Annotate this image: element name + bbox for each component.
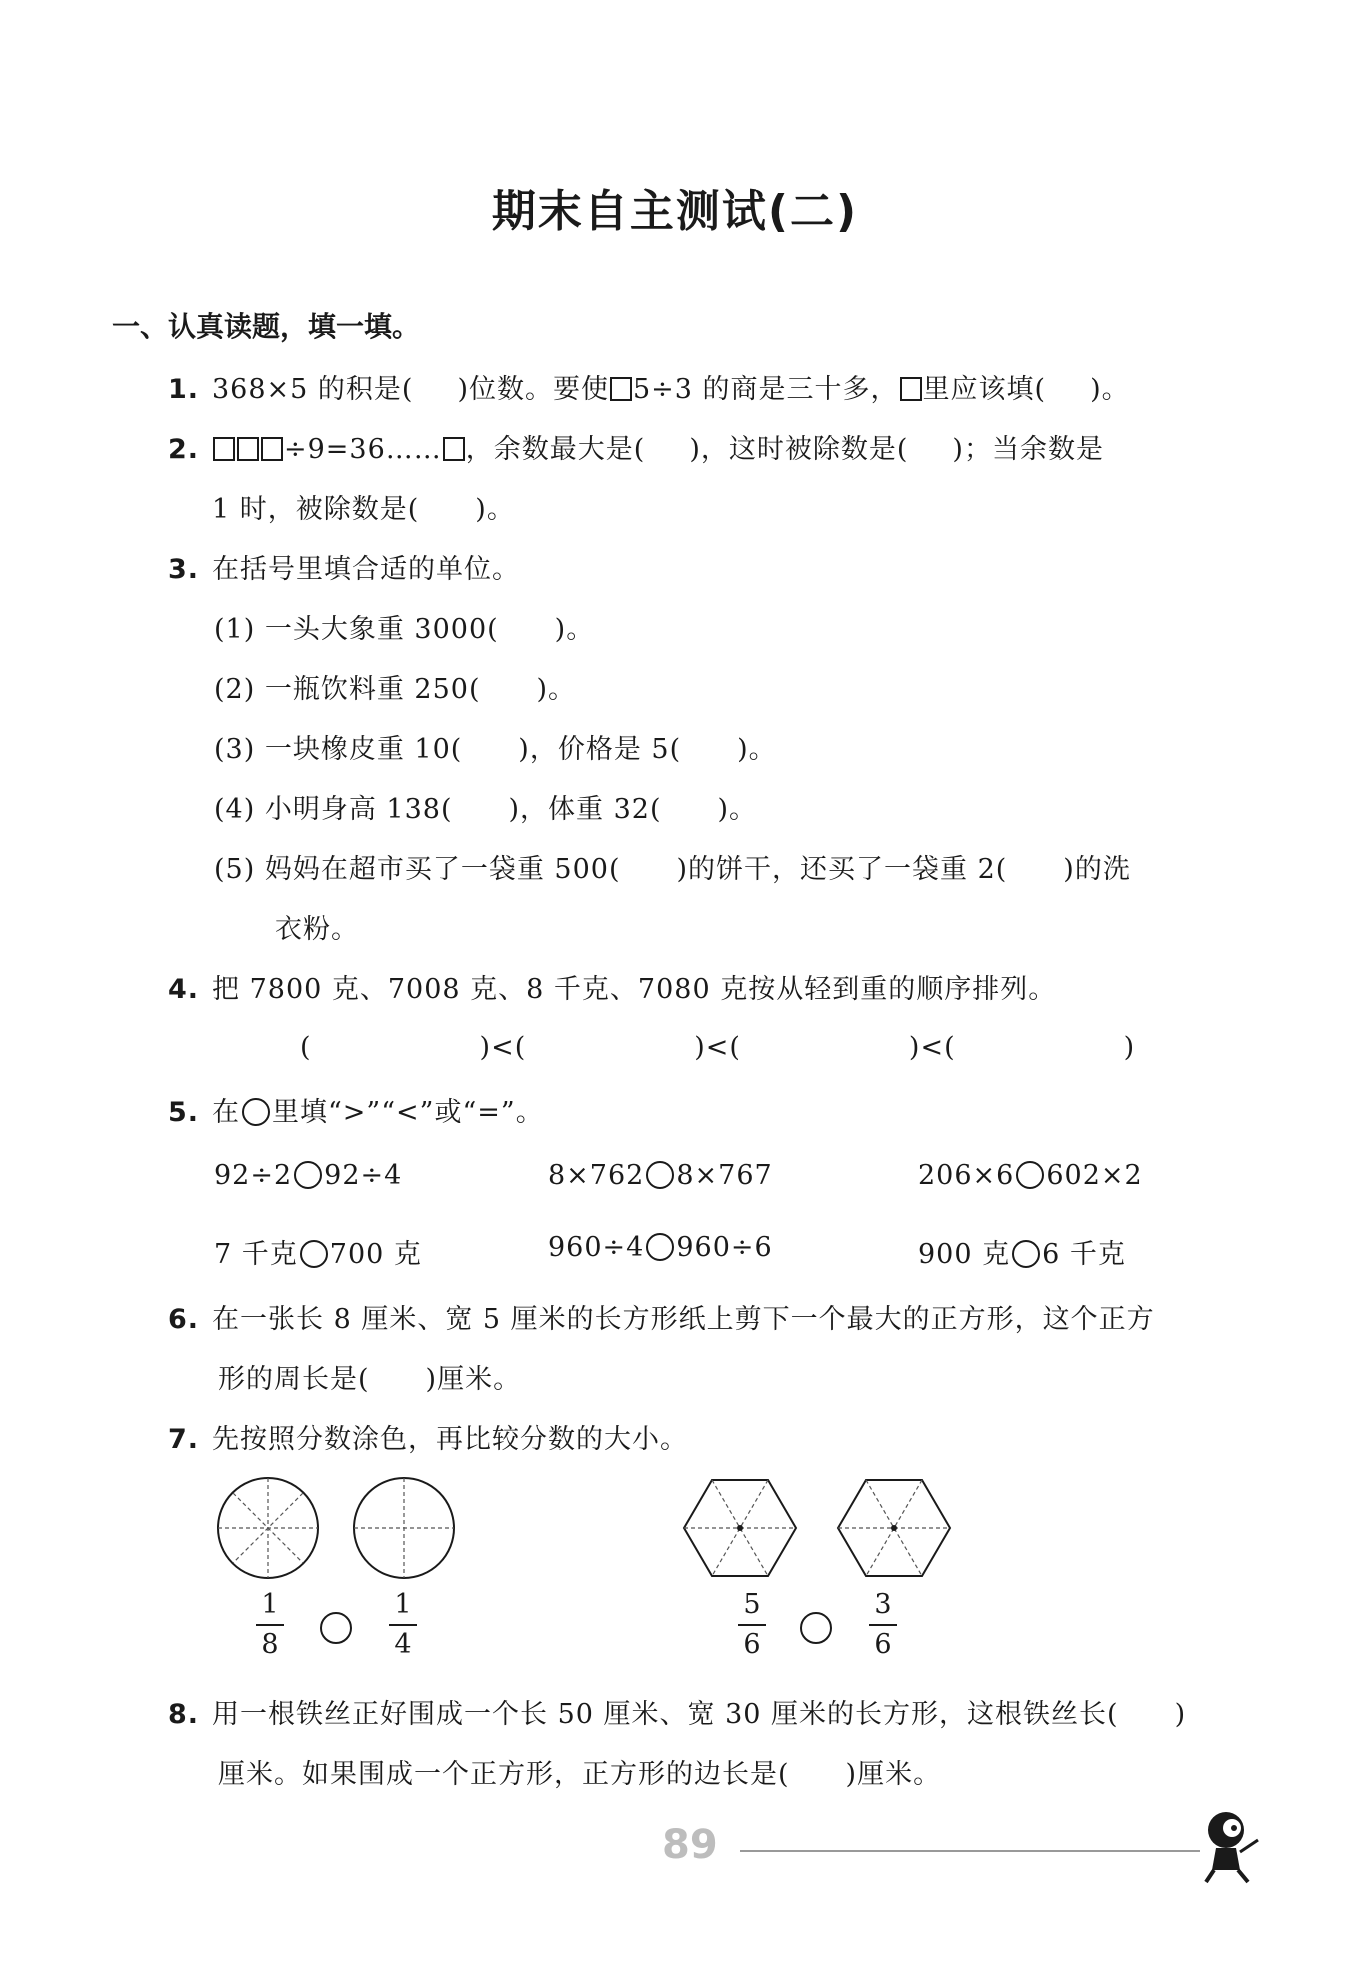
hexagon-sixths-shape[interactable] xyxy=(684,1480,796,1576)
question-1: 1. 368×5 的积是( )位数。要使 5÷3 的商是三十多， 里应该填( )。 xyxy=(168,374,1130,405)
question-3-item: (3) 一块橡皮重 10( )，价格是 5( )。 xyxy=(214,734,777,765)
question-8-line-2: 厘米。如果围成一个正方形，正方形的边长是( )厘米。 xyxy=(218,1759,942,1790)
cartoon-mascot-icon xyxy=(1196,1800,1276,1890)
fraction: 1 4 xyxy=(383,1590,423,1660)
question-3-item: (5) 妈妈在超市买了一袋重 500( )的饼干，还买了一袋重 2( )的洗 xyxy=(214,854,1131,885)
fraction: 3 6 xyxy=(863,1590,903,1660)
question-3-item: (1) 一头大象重 3000( )。 xyxy=(214,614,595,645)
question-number: 2. xyxy=(168,434,200,465)
question-7: 7. 先按照分数涂色，再比较分数的大小。 xyxy=(168,1424,688,1455)
question-4-answer-order[interactable]: ( )<( )<( )<( ) xyxy=(300,1032,1136,1063)
fraction: 5 6 xyxy=(732,1590,772,1660)
question-number: 5. xyxy=(168,1097,200,1128)
circle-quarters-shape[interactable] xyxy=(354,1478,454,1578)
compare-item: 900 克 6 千克 xyxy=(918,1239,1126,1270)
fraction: 1 8 xyxy=(250,1590,290,1660)
question-6-line-2: 形的周长是( )厘米。 xyxy=(218,1364,522,1395)
page-number: 89 xyxy=(662,1822,718,1868)
compare-item: 206×6 602×2 xyxy=(918,1160,1143,1191)
circle-eighths-shape[interactable] xyxy=(218,1478,318,1578)
question-number: 3. xyxy=(168,554,200,585)
question-number: 1. xyxy=(168,374,200,405)
compare-item: 7 千克 700 克 xyxy=(214,1239,422,1270)
compare-item: 8×762 8×767 xyxy=(548,1160,773,1191)
question-4: 4. 把 7800 克、7008 克、8 千克、7080 克按从轻到重的顺序排列。 xyxy=(168,974,1057,1005)
hexagon-sixths-shape[interactable] xyxy=(838,1480,950,1576)
compare-circle[interactable] xyxy=(800,1612,832,1644)
page-title: 期末自主测试(二) xyxy=(491,186,859,237)
footer-divider xyxy=(740,1850,1200,1852)
question-number: 6. xyxy=(168,1304,200,1335)
question-3-item: (2) 一瓶饮料重 250( )。 xyxy=(214,674,577,705)
question-3-item: (4) 小明身高 138( )，体重 32( )。 xyxy=(214,794,758,825)
question-number: 4. xyxy=(168,974,200,1005)
section-heading: 一、认真读题，填一填。 xyxy=(112,310,421,343)
compare-item: 92÷2 92÷4 xyxy=(214,1160,403,1191)
question-number: 7. xyxy=(168,1424,200,1455)
question-2-line-2: 1 时，被除数是( )。 xyxy=(212,494,515,525)
question-5: 5. 在 里填“>”“<”或“=”。 xyxy=(168,1097,544,1128)
question-6: 6. 在一张长 8 厘米、宽 5 厘米的长方形纸上剪下一个最大的正方形，这个正方 xyxy=(168,1304,1155,1335)
question-2: 2. ÷9=36…… ，余数最大是( )，这时被除数是( )；当余数是 xyxy=(168,434,1104,465)
question-3: 3. 在括号里填合适的单位。 xyxy=(168,554,520,585)
question-number: 8. xyxy=(168,1699,200,1730)
question-8: 8. 用一根铁丝正好围成一个长 50 厘米、宽 30 厘米的长方形，这根铁丝长( ) xyxy=(168,1699,1187,1730)
question-3-item-continued: 衣粉。 xyxy=(275,914,359,945)
compare-item: 960÷4 960÷6 xyxy=(548,1232,773,1263)
compare-circle[interactable] xyxy=(320,1612,352,1644)
